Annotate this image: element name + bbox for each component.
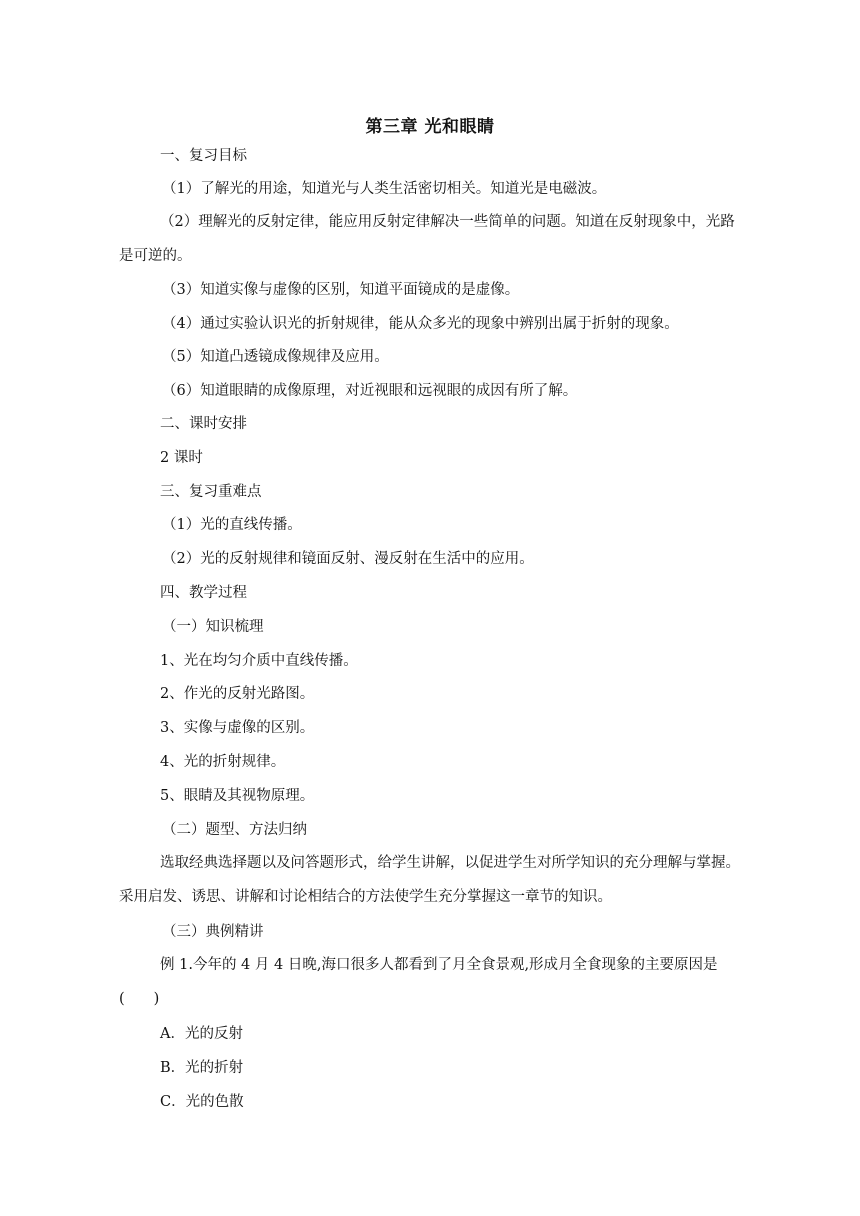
example-1-stem-text: 例 1.今年的 4 月 4 日晚,海口很多人都看到了月全食景观,形成月全食现象的主要原因是( )	[119, 957, 718, 1007]
knowledge-item-3: 3、实像与虚像的区别。	[160, 720, 315, 736]
goal-item-2-text: （2）理解光的反射定律，能应用反射定律解决一些简单的问题。知道在反射现象中，光路是可逆的。	[119, 214, 735, 264]
methods-paragraph-text: 选取经典选择题以及问答题形式，给学生讲解，以促进学生对所学知识的充分理解与掌握。采用启发、诱思、讲解和讨论相结合的方法使学生充分掌握这一章节的知识。	[119, 855, 740, 905]
section-heading-review-goals: 一、复习目标	[160, 148, 247, 164]
sub-heading-methods: （二）题型、方法归纳	[162, 822, 307, 838]
example-1-stem	[119, 949, 744, 1016]
sub-heading-knowledge: （一）知识梳理	[162, 619, 264, 635]
knowledge-item-5: 5、眼睛及其视物原理。	[160, 788, 315, 804]
knowledge-item-2: 2、作光的反射光路图。	[160, 686, 315, 702]
example-1-option-c: C．光的色散	[160, 1094, 244, 1110]
section-heading-schedule: 二、课时安排	[160, 416, 247, 432]
methods-paragraph	[119, 847, 744, 914]
schedule-body: 2 课时	[160, 450, 203, 466]
goal-item-2	[119, 206, 744, 273]
goal-item-5: （5）知道凸透镜成像规律及应用。	[162, 349, 389, 365]
knowledge-item-1: 1、光在均匀介质中直线传播。	[160, 653, 358, 669]
goal-item-4: （4）通过实验认识光的折射规律，能从众多光的现象中辨别出属于折射的现象。	[162, 316, 679, 332]
goal-item-6: （6）知道眼睛的成像原理，对近视眼和远视眼的成因有所了解。	[162, 383, 578, 399]
sub-heading-examples: （三）典例精讲	[162, 924, 264, 940]
key-point-1: （1）光的直线传播。	[162, 517, 302, 533]
knowledge-item-4: 4、光的折射规律。	[160, 754, 286, 770]
goal-item-3: （3）知道实像与虚像的区别，知道平面镜成的是虚像。	[162, 282, 520, 298]
section-heading-key-points: 三、复习重难点	[160, 484, 262, 500]
example-1-option-b: B．光的折射	[160, 1060, 244, 1076]
goal-item-1: （1）了解光的用途，知道光与人类生活密切相关。知道光是电磁波。	[162, 181, 607, 197]
section-heading-teaching-process: 四、教学过程	[160, 585, 247, 601]
key-point-2: （2）光的反射规律和镜面反射、漫反射在生活中的应用。	[162, 551, 534, 567]
example-1-option-a: A．光的反射	[160, 1026, 243, 1042]
document-title: 第三章 光和眼睛	[365, 117, 495, 137]
